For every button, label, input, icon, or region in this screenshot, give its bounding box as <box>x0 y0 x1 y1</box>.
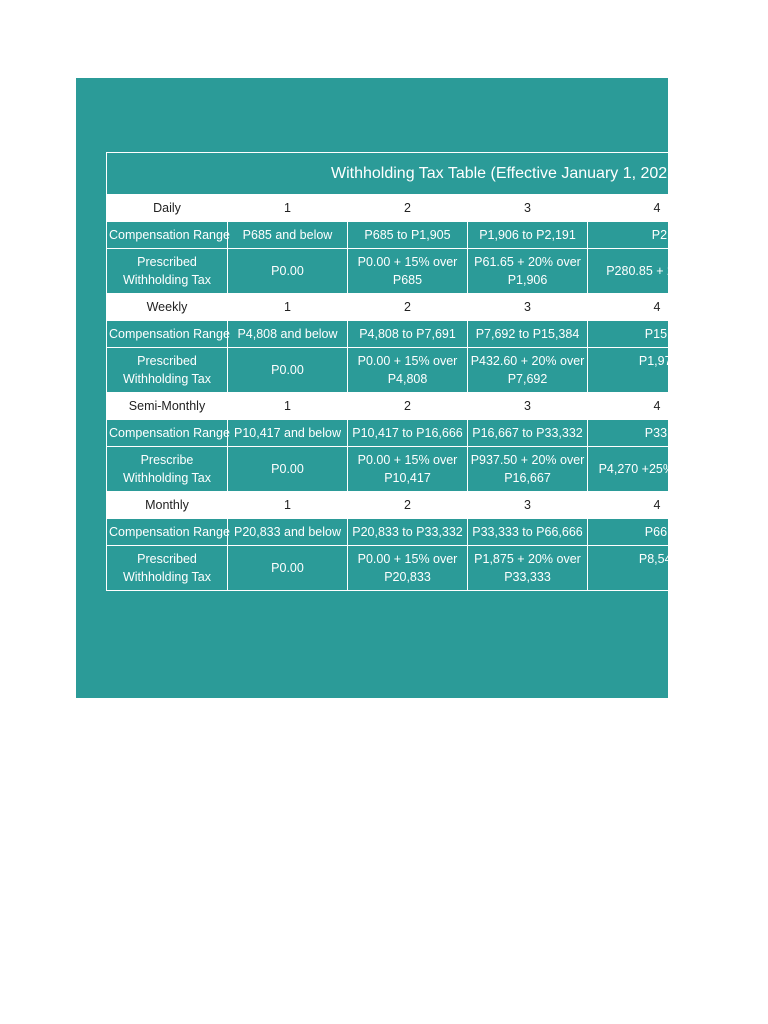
teal-background-panel <box>76 78 725 698</box>
table-title-cell <box>107 153 727 195</box>
period-label: Monthly <box>107 492 228 519</box>
bracket-number: 4 <box>588 492 727 519</box>
period-row-daily <box>107 195 727 222</box>
range-cell: P16,667 to P33,332 <box>468 420 588 447</box>
table-title: Withholding Tax Table (Effective January 1, 2023 O <box>331 164 693 182</box>
row-label: Compensation Range <box>107 222 228 249</box>
tax-cell: P1,971.20 + 25 P15,385 <box>588 348 727 393</box>
tax-cell: P937.50 + 20% over P16,667 <box>468 447 588 492</box>
row-label: Prescribed Withholding Tax <box>107 249 228 294</box>
row-label: Prescribed Withholding Tax <box>107 348 228 393</box>
bracket-number: 4 <box>588 393 727 420</box>
range-cell: P4,808 and below <box>228 321 348 348</box>
range-cell: P685 to P1,905 <box>348 222 468 249</box>
table-title-row <box>107 153 727 195</box>
tax-cell: P280.85 + 25 P2,192 <box>588 249 727 294</box>
tax-cell: P0.00 + 15% over P4,808 <box>348 348 468 393</box>
tax-cell: P0.00 <box>228 546 348 591</box>
compensation-range-row-weekly <box>107 321 727 348</box>
bracket-number: 4 <box>588 294 727 321</box>
bracket-number: 3 <box>468 294 588 321</box>
row-label: Prescribe Withholding Tax <box>107 447 228 492</box>
range-cell: P10,417 and below <box>228 420 348 447</box>
bracket-number: 2 <box>348 492 468 519</box>
tax-cell: P0.00 + 15% over P685 <box>348 249 468 294</box>
withholding-tax-row-daily <box>107 249 727 294</box>
row-label: Compensation Range <box>107 519 228 546</box>
compensation-range-row-monthly <box>107 519 727 546</box>
range-cell: P66,667 to P1 <box>588 519 727 546</box>
period-row-monthly <box>107 492 727 519</box>
row-label: Prescribed Withholding Tax <box>107 546 228 591</box>
range-cell: P1,906 to P2,191 <box>468 222 588 249</box>
period-label: Daily <box>107 195 228 222</box>
period-label: Semi-Monthly <box>107 393 228 420</box>
bracket-number: 2 <box>348 294 468 321</box>
bracket-number: 1 <box>228 294 348 321</box>
range-cell: P20,833 and below <box>228 519 348 546</box>
tax-cell: P0.00 <box>228 348 348 393</box>
range-cell: P10,417 to P16,666 <box>348 420 468 447</box>
tax-cell: P0.00 + 15% over P10,417 <box>348 447 468 492</box>
bracket-number: 3 <box>468 195 588 222</box>
range-cell: P15,385 to P3 <box>588 321 727 348</box>
bracket-number: 3 <box>468 393 588 420</box>
period-row-semi-monthly <box>107 393 727 420</box>
bracket-number: 4 <box>588 195 727 222</box>
tax-cell: P61.65 + 20% over P1,906 <box>468 249 588 294</box>
bracket-number: 3 <box>468 492 588 519</box>
bracket-number: 2 <box>348 195 468 222</box>
bracket-number: 1 <box>228 492 348 519</box>
period-row-weekly <box>107 294 727 321</box>
withholding-tax-row-weekly <box>107 348 727 393</box>
tax-cell: P1,875 + 20% over P33,333 <box>468 546 588 591</box>
withholding-tax-table <box>106 152 727 591</box>
withholding-tax-row-semi-monthly <box>107 447 727 492</box>
range-cell: P685 and below <box>228 222 348 249</box>
range-cell: P33,333 to P8 <box>588 420 727 447</box>
range-cell: P2,192 to P5 <box>588 222 727 249</box>
bracket-number: 2 <box>348 393 468 420</box>
compensation-range-row-daily <box>107 222 727 249</box>
tax-cell: P4,270 +25% P33,333 <box>588 447 727 492</box>
tax-cell: P8,541.80 + 25 P66,667 <box>588 546 727 591</box>
range-cell: P4,808 to P7,691 <box>348 321 468 348</box>
tax-cell: P0.00 + 15% over P20,833 <box>348 546 468 591</box>
tax-cell: P0.00 <box>228 447 348 492</box>
row-label: Compensation Range <box>107 321 228 348</box>
bracket-number: 1 <box>228 393 348 420</box>
tax-cell: P432.60 + 20% over P7,692 <box>468 348 588 393</box>
tax-cell: P0.00 <box>228 249 348 294</box>
range-cell: P7,692 to P15,384 <box>468 321 588 348</box>
row-label: Compensation Range <box>107 420 228 447</box>
bracket-number: 1 <box>228 195 348 222</box>
compensation-range-row-semi-monthly <box>107 420 727 447</box>
period-label: Weekly <box>107 294 228 321</box>
range-cell: P33,333 to P66,666 <box>468 519 588 546</box>
range-cell: P20,833 to P33,332 <box>348 519 468 546</box>
withholding-tax-row-monthly <box>107 546 727 591</box>
